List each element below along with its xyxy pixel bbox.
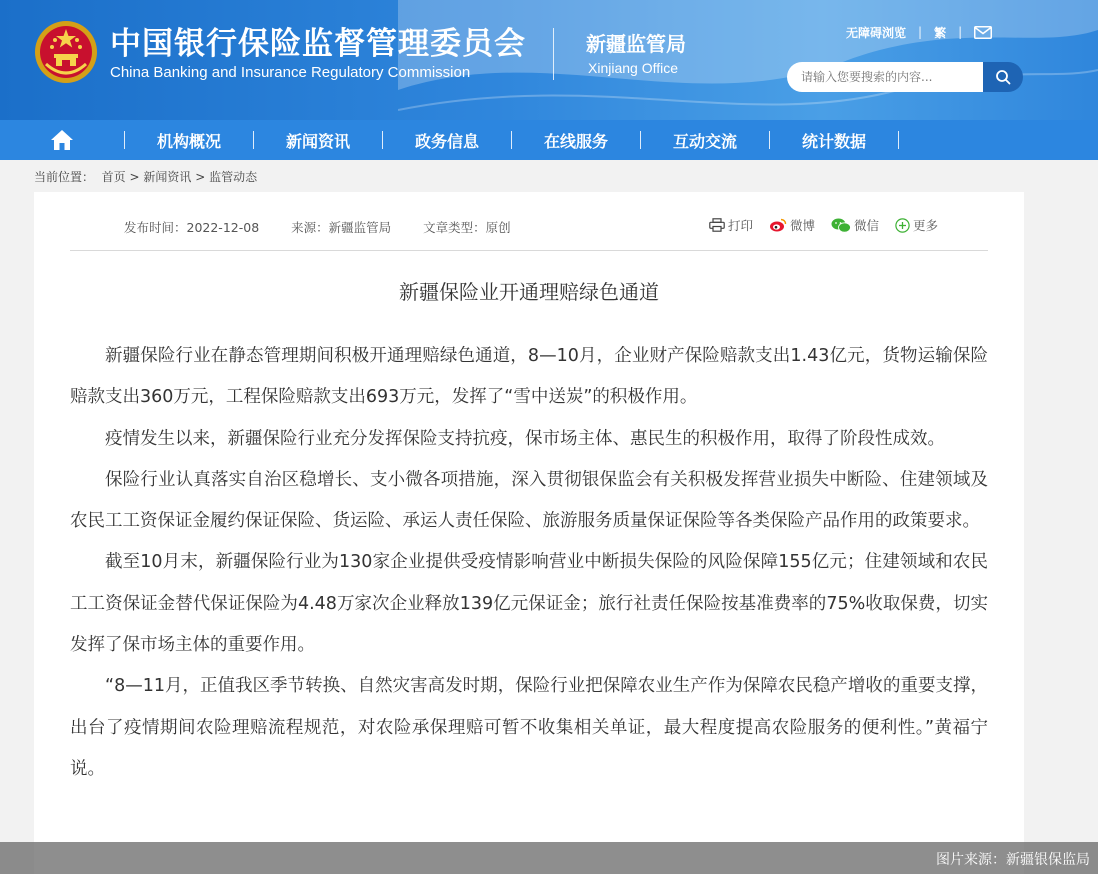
- search-input[interactable]: [787, 62, 987, 92]
- wechat-share-button[interactable]: [831, 216, 879, 234]
- site-title-cn: 中国银行保险监督管理委员会: [110, 26, 526, 62]
- publish-time: 发布时间：2022-12-08: [124, 220, 260, 235]
- nav-item-online-service[interactable]: 在线服务: [543, 131, 608, 151]
- office-name-en: Xinjiang Office: [588, 60, 679, 76]
- nav-item-interaction[interactable]: 互动交流: [672, 131, 737, 151]
- article-paragraph: “8—11月，正值我区季节转换、自然灾害高发时期，保险行业把保障农业生产作为保障农民稳产增收的重要支撑，出台了疫情期间农险理赔流程规范，对农险承保理赔可暂不收集相关单证，最大程度提高农险服务的便利性。”黄福宁说。: [70, 676, 988, 779]
- search-box: [787, 62, 1023, 92]
- wechat-icon: [831, 218, 851, 233]
- article-paragraph: 截至10月末，新疆保险行业为130家企业提供受疫情影响营业中断损失保险的风险保障155亿元；住建领域和农民工工资保证金替代保证保险为4.48万家次企业释放139亿元保证金；旅行社责任保险按基准费率的75%收取保费，切实发挥了保市场主体的重要作用。: [70, 552, 988, 656]
- more-label: 更多: [912, 218, 938, 233]
- search-button[interactable]: [983, 62, 1023, 92]
- weibo-share-button[interactable]: [769, 216, 815, 234]
- search-icon: [995, 69, 1011, 85]
- share-bar: [693, 216, 938, 234]
- breadcrumb: [34, 168, 257, 185]
- more-share-button[interactable]: [895, 216, 938, 234]
- weibo-icon: [769, 218, 787, 232]
- article-paragraph: 疫情发生以来，新疆保险行业充分发挥保险支持抗疫，保市场主体、惠民生的积极作用，取得了阶段性成效。: [105, 428, 945, 449]
- breadcrumb-supervision[interactable]: 监管动态: [209, 170, 258, 184]
- article-paragraph: 新疆保险行业在静态管理期间积极开通理赔绿色通道，8—10月，企业财产保险赔款支出1.43亿元，货物运输保险赔款支出360万元，工程保险赔款支出693万元，发挥了“雪中送炭”的积极作用。: [70, 346, 988, 408]
- article-card: [34, 192, 1024, 874]
- print-label: 打印: [727, 218, 753, 233]
- nav-separator: [898, 131, 899, 149]
- plus-circle-icon: [895, 218, 910, 233]
- breadcrumb-prefix: 当前位置：: [34, 170, 95, 184]
- article-source: 来源：新疆监管局: [291, 220, 392, 235]
- top-link-separator: |: [918, 25, 923, 39]
- wechat-label: 微信: [853, 218, 879, 233]
- meta-divider: [70, 250, 988, 251]
- breadcrumb-separator: >: [125, 170, 144, 184]
- article-body: [70, 336, 988, 790]
- main-nav: [0, 120, 1098, 160]
- top-link-separator: |: [958, 25, 963, 39]
- site-header: [0, 0, 1098, 120]
- breadcrumb-home[interactable]: 首页: [101, 170, 126, 184]
- national-emblem-icon: [34, 20, 98, 84]
- nav-item-institution[interactable]: 机构概况: [156, 131, 221, 151]
- home-icon: [50, 129, 74, 151]
- image-source-caption: 图片来源：新疆银保监局: [936, 852, 1090, 868]
- accessibility-link[interactable]: 无障碍浏览: [846, 25, 907, 40]
- article-type: 文章类型：原创: [423, 220, 511, 235]
- article-title: 新疆保险业开通理赔绿色通道: [399, 280, 659, 304]
- nav-item-news[interactable]: 新闻资讯: [285, 131, 350, 151]
- top-links: [846, 22, 992, 42]
- nav-item-government-info[interactable]: 政务信息: [414, 131, 479, 151]
- breadcrumb-news[interactable]: 新闻资讯: [143, 170, 192, 184]
- article-meta: [124, 218, 539, 236]
- print-button[interactable]: [709, 216, 753, 234]
- weibo-label: 微博: [789, 218, 815, 233]
- article-paragraph: 保险行业认真落实自治区稳增长、支小微各项措施，深入贯彻银保监会有关积极发挥营业损失中断险、住建领域及农民工工资保证金履约保证保险、货运险、承运人责任保险、旅游服务质量保证保险等各类保险产品作用的政策要求。: [70, 469, 988, 532]
- header-divider: [553, 28, 554, 80]
- site-title-en: China Banking and Insurance Regulatory Commission: [110, 64, 471, 81]
- nav-home[interactable]: [0, 120, 124, 160]
- mail-icon[interactable]: [974, 26, 992, 39]
- nav-item-statistics[interactable]: 统计数据: [801, 131, 866, 151]
- breadcrumb-separator: >: [191, 170, 210, 184]
- printer-icon: [709, 218, 725, 232]
- image-caption-bar: [0, 842, 1098, 874]
- traditional-chinese-link[interactable]: 繁: [934, 25, 947, 40]
- office-name-cn: 新疆监管局: [586, 32, 686, 56]
